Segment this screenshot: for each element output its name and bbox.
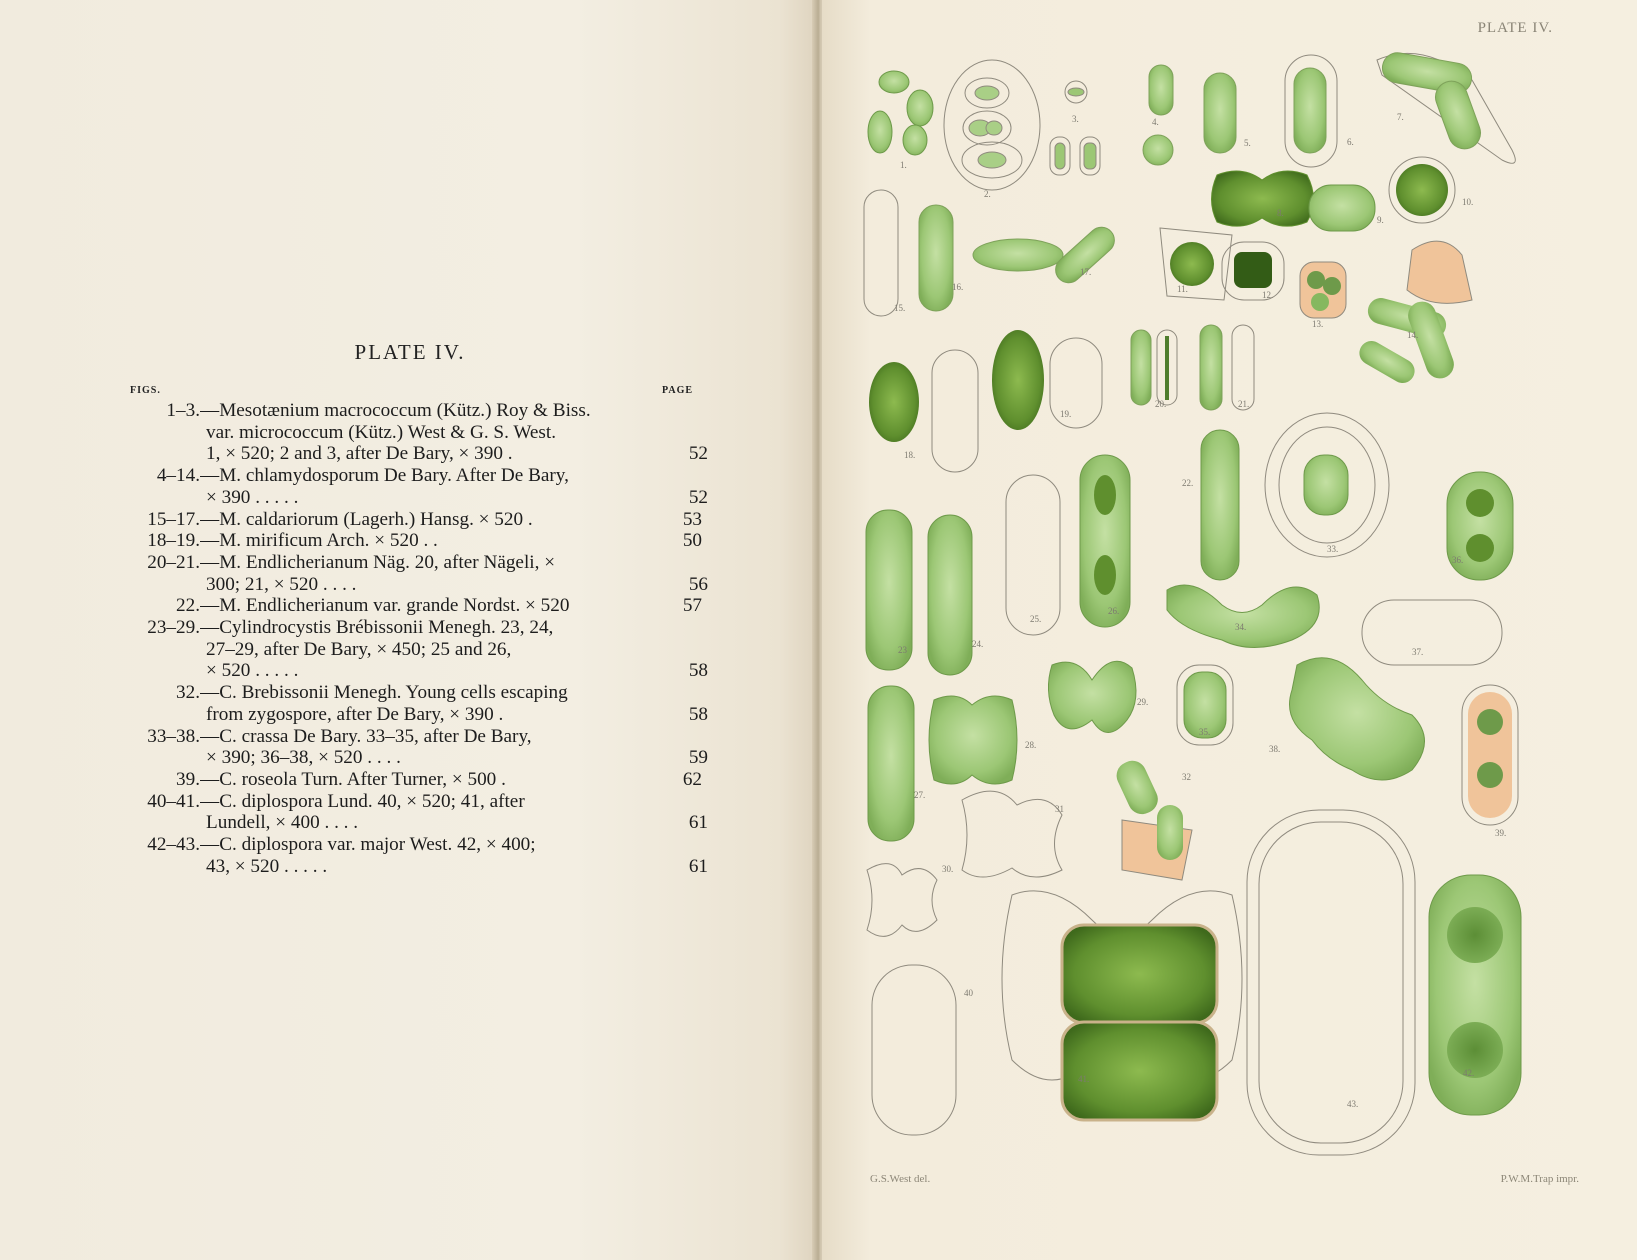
figure-4: [1143, 65, 1173, 165]
page-number: 58: [688, 703, 708, 725]
figure-description: × 520 . . . . .: [206, 660, 299, 682]
figure-15: [864, 190, 898, 316]
figure-description: —M. mirificum Arch. × 520 . .: [200, 530, 438, 552]
figure-range: [112, 487, 200, 509]
page-number: 61: [688, 855, 708, 877]
figure-range: [112, 812, 200, 834]
figure-description: —C. roseola Turn. After Turner, × 500 .: [200, 768, 506, 790]
page-number: 50: [682, 530, 702, 552]
figure-27: [868, 686, 914, 841]
figure-description: from zygospore, after De Bary, × 390 .: [206, 703, 504, 725]
figure-number-label: 33.: [1327, 544, 1339, 554]
figure-range: 15–17.: [147, 508, 200, 530]
figure-number-label: 19.: [1060, 409, 1072, 419]
figure-list-row: [112, 726, 702, 748]
figure-description: —Cylindrocystis Brébissonii Menegh. 23, 24,: [200, 617, 554, 639]
figure-number-label: 10.: [1462, 197, 1474, 207]
figure-43: [1247, 810, 1415, 1155]
page-number: 56: [688, 573, 708, 595]
figure-16: [919, 205, 953, 311]
page-number: [632, 400, 702, 422]
figure-list-row: [112, 834, 702, 856]
figure-description: Lundell, × 400 . . . .: [206, 812, 359, 834]
page-number: 52: [688, 486, 708, 508]
figure-number-label: 2.: [984, 189, 991, 199]
figure-number-label: 18.: [904, 450, 916, 460]
figure-10: [1389, 157, 1455, 223]
page-number: [632, 617, 702, 639]
figure-description: —M. chlamydosporum De Bary. After De Bary,: [200, 465, 569, 487]
figure-number-label: 36.: [1452, 555, 1464, 565]
figure-number-label: 9.: [1377, 215, 1384, 225]
figure-number-label: 26.: [1108, 606, 1120, 616]
credit-printer: P.W.M.Trap impr.: [1500, 1173, 1579, 1185]
figure-range: 39.: [176, 768, 200, 790]
figure-list-row: [112, 530, 702, 552]
figure-number-label: 5.: [1244, 138, 1251, 148]
figure-17: [973, 222, 1120, 288]
figure-22: [1201, 430, 1239, 580]
figure-number-label: 22.: [1182, 478, 1194, 488]
figure-description: × 390; 36–38, × 520 . . . .: [206, 747, 401, 769]
figure-range: [112, 422, 200, 444]
figure-range: 32.: [176, 682, 200, 704]
figure-number-label: 12.: [1262, 290, 1274, 300]
figure-8: [1212, 171, 1314, 226]
figure-range: 42–43.: [147, 834, 200, 856]
figure-number-label: 13.: [1312, 319, 1324, 329]
figure-range: 23–29.: [147, 617, 200, 639]
figure-number-label: 1.: [900, 160, 907, 170]
figure-7: [1377, 50, 1515, 163]
figure-number-label: 20.: [1155, 399, 1167, 409]
figure-list-row: [112, 509, 702, 531]
figure-38: [1290, 658, 1425, 780]
figure-6: [1285, 55, 1337, 167]
figure-number-label: 28.: [1025, 740, 1037, 750]
figure-list-row: [112, 703, 708, 726]
page-header: PAGE: [662, 385, 694, 396]
figure-number-label: 41.: [1078, 1074, 1090, 1084]
figure-number-label: 39.: [1495, 828, 1507, 838]
figure-list-row: [112, 791, 702, 813]
figure-13: [1300, 262, 1346, 318]
figure-41: [1002, 891, 1242, 1120]
figure-29: [1048, 661, 1136, 732]
figure-range: 40–41.: [147, 790, 200, 812]
page-number: [638, 422, 708, 444]
figure-list-row: [112, 595, 702, 617]
figure-list-row: [112, 573, 708, 596]
figure-19: [992, 330, 1102, 430]
page-number: [632, 465, 702, 487]
figure-list-row: [112, 486, 708, 509]
figure-24: [928, 515, 972, 675]
figure-range: 1–3.: [166, 400, 200, 421]
figure-5: [1204, 73, 1236, 153]
figure-number-label: 8.: [1277, 208, 1284, 218]
page-number: 52: [688, 443, 708, 465]
figure-21: [1200, 325, 1254, 410]
figure-description: 1, × 520; 2 and 3, after De Bary, × 390 .: [206, 443, 513, 465]
figure-description: —C. crassa De Bary. 33–35, after De Bary,: [200, 725, 532, 747]
figure-list-row: [112, 660, 708, 682]
page-number: [632, 726, 702, 748]
figure-number-label: 21.: [1238, 399, 1250, 409]
figure-20: [1131, 330, 1177, 405]
figure-number-label: 14.: [1407, 330, 1419, 340]
figure-description: —Mesotænium macrococcum (Kütz.) Roy & Biss.: [200, 400, 591, 421]
figure-37: [1362, 600, 1502, 665]
figure-2: [944, 60, 1040, 190]
page-number: 61: [688, 812, 708, 834]
figure-list-row: [112, 400, 702, 422]
figure-32: [1112, 756, 1192, 880]
figure-range: 4–14.: [156, 465, 200, 487]
figure-list-row: [112, 769, 702, 791]
page-number: [632, 791, 702, 813]
figure-range: 33–38.: [147, 725, 200, 747]
figure-list-row: [112, 422, 702, 444]
figure-list-row: [112, 443, 708, 465]
figure-9: [1309, 185, 1375, 231]
page-number: 62: [682, 768, 702, 790]
page-number: 58: [688, 660, 708, 682]
figure-number-label: 42.: [1463, 1068, 1475, 1078]
figure-number-label: 6.: [1347, 137, 1354, 147]
figure-range: 18–19.: [147, 530, 200, 552]
figure-3: [1050, 81, 1100, 175]
figure-number-label: 7.: [1397, 112, 1404, 122]
figure-range: [112, 704, 200, 726]
figure-description: × 390 . . . . .: [206, 486, 299, 508]
figure-list-row: [112, 812, 708, 834]
figure-range: [112, 574, 200, 596]
figure-number-label: 24.: [972, 639, 984, 649]
figure-list-row: [112, 639, 702, 661]
figure-description: —C. diplospora var. major West. 42, × 400;: [200, 834, 536, 856]
figure-range: [112, 443, 200, 465]
figure-28: [929, 696, 1017, 784]
figure-number-label: 15.: [894, 303, 906, 313]
figure-list-row: [112, 552, 702, 574]
figure-list-row: [112, 682, 702, 704]
figure-list-row: [112, 617, 702, 639]
page-number: 59: [688, 747, 708, 769]
figure-description: var. micrococcum (Kütz.) West & G. S. West.: [206, 421, 557, 443]
figure-number-label: 23: [898, 645, 907, 655]
figure-40: [872, 965, 956, 1135]
page-number: 57: [682, 595, 702, 617]
figure-number-label: 37.: [1412, 647, 1424, 657]
figure-26: [1080, 455, 1130, 627]
page-number: [632, 682, 702, 704]
figure-range: [112, 747, 200, 769]
figure-list-row: [112, 855, 708, 878]
plate-heading: PLATE IV.: [1477, 20, 1553, 36]
figure-description: —M. Endlicherianum Näg. 20, after Nägeli, ×: [200, 551, 556, 573]
figure-33: [1265, 413, 1389, 557]
figure-31: [962, 791, 1062, 877]
figure-list: [112, 400, 708, 877]
page-number: [638, 639, 708, 661]
figure-number-label: 4.: [1152, 117, 1159, 127]
figure-number-label: 17.: [1080, 267, 1092, 277]
figure-number-label: 32: [1182, 772, 1191, 782]
figure-description: —C. diplospora Lund. 40, × 520; 41, after: [200, 790, 525, 812]
plate-title: PLATE IV.: [354, 340, 466, 364]
figure-1: [868, 71, 933, 155]
figure-number-label: 3.: [1072, 114, 1079, 124]
figure-number-label: 34.: [1235, 622, 1247, 632]
figure-description: —M. Endlicherianum var. grande Nordst. × 520: [200, 595, 570, 617]
figure-number-label: 30.: [942, 864, 954, 874]
figure-30: [867, 864, 937, 937]
figure-number-label: 38.: [1269, 744, 1281, 754]
figure-39: [1462, 685, 1518, 825]
figure-list-row: [112, 465, 702, 487]
figure-range: [112, 639, 200, 661]
figs-header: FIGS.: [130, 385, 161, 396]
page-number: [632, 552, 702, 574]
figure-range: [112, 856, 200, 878]
figure-number-label: 29.: [1137, 697, 1149, 707]
figure-number-label: 35.: [1199, 727, 1211, 737]
figure-range: [112, 660, 200, 682]
figure-description: 300; 21, × 520 . . . .: [206, 573, 357, 595]
figure-25: [1006, 475, 1060, 635]
page-number: [632, 834, 702, 856]
figure-description: —C. Brebissonii Menegh. Young cells escaping: [200, 682, 568, 704]
figure-number-label: 11.: [1177, 284, 1188, 294]
figure-11: [1160, 228, 1232, 300]
figure-description: 43, × 520 . . . . .: [206, 855, 328, 877]
figure-number-label: 43.: [1347, 1099, 1359, 1109]
figure-description: 27–29, after De Bary, × 450; 25 and 26,: [206, 638, 512, 660]
figure-range: 22.: [176, 595, 200, 617]
figure-list-row: [112, 747, 708, 769]
figure-12: [1222, 242, 1284, 300]
figure-description: —M. caldariorum (Lagerh.) Hansg. × 520 .: [200, 508, 533, 530]
figure-18: [869, 350, 978, 472]
figure-range: 20–21.: [147, 551, 200, 573]
credit-artist: G.S.West del.: [870, 1173, 931, 1185]
figure-34: [1167, 585, 1319, 648]
figure-number-label: 16.: [952, 282, 964, 292]
figure-number-label: 27.: [914, 790, 926, 800]
plate-illustration: [822, 0, 1637, 1260]
figure-42: [1429, 875, 1521, 1115]
figure-number-label: 25.: [1030, 614, 1042, 624]
figure-14: [1355, 241, 1472, 387]
figure-number-label: 40: [964, 988, 973, 998]
page-number: 53: [682, 508, 702, 530]
figure-number-label: 31: [1055, 804, 1064, 814]
